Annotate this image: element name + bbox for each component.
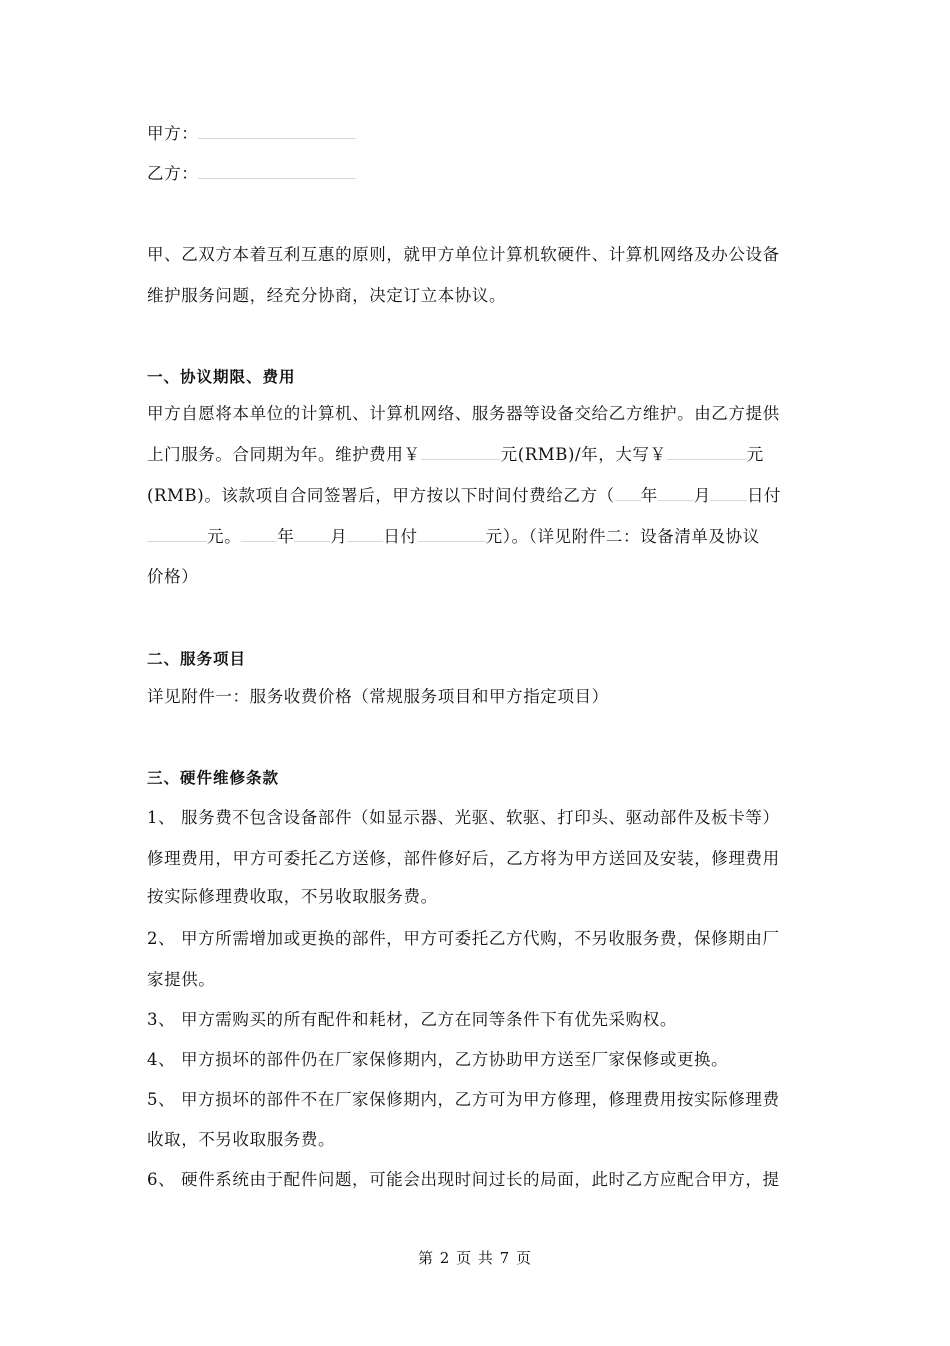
fee-label: 上门服务。合同期为年。维护费用￥ xyxy=(147,445,421,464)
section-3-item-5-line-2: 收取，不另收取服务费。 xyxy=(147,1130,336,1149)
fee-unit-label: 元(RMB)/年，大写￥ xyxy=(500,445,667,464)
section-3-item-4-line-1: 4、 甲方损坏的部件仍在厂家保修期内，乙方协助甲方送至厂家保修或更换。 xyxy=(147,1050,729,1069)
section-3-item-2-line-2: 家提供。 xyxy=(147,970,216,989)
intro-line-1: 甲、乙双方本着互利互惠的原则，就甲方单位计算机软硬件、计算机网络及办公设备 xyxy=(147,245,780,264)
section-3-item-3-line-1: 3、 甲方需购买的所有配件和耗材，乙方在同等条件下有优先采购权。 xyxy=(147,1010,677,1029)
section-3-item-1-line-3: 按实际修理费收取，不另收取服务费。 xyxy=(147,887,438,906)
section-1-heading: 一、协议期限、费用 xyxy=(147,368,296,386)
party-a-line xyxy=(147,122,356,146)
section-1-line-5: 价格） xyxy=(147,567,199,586)
pay1-day-label: 日付 xyxy=(746,486,782,505)
party-b-blank xyxy=(198,162,356,179)
section-3-item-1-line-2: 修理费用，甲方可委托乙方送修，部件修好后，乙方将为甲方送回及安装，修理费用 xyxy=(147,849,780,868)
party-a-label: 甲方： xyxy=(147,124,199,143)
pay1-year-blank xyxy=(615,484,641,501)
pay1-yuan-label: 元。 xyxy=(207,527,242,546)
pay2-day-label: 日付 xyxy=(383,527,418,546)
pay1-year-label: 年 xyxy=(640,486,658,505)
fee-capital-unit: 元 xyxy=(746,445,764,464)
pay1-amount-blank xyxy=(147,525,207,542)
pay2-amount-blank xyxy=(418,525,486,542)
section-3-item-2-line-1: 2、 甲方所需增加或更换的部件，甲方可委托乙方代购，不另收服务费，保修期由厂 xyxy=(147,929,780,948)
fee-capital-blank xyxy=(667,443,747,460)
pay2-year-label: 年 xyxy=(277,527,295,546)
pay2-year-blank xyxy=(241,525,277,542)
page-footer: 第 2 页 共 7 页 xyxy=(418,1249,532,1267)
section-3-item-6-line-1: 6、 硬件系统由于配件问题，可能会出现时间过长的局面，此时乙方应配合甲方，提 xyxy=(147,1170,780,1189)
section-2-line-1: 详见附件一：服务收费价格（常规服务项目和甲方指定项目） xyxy=(147,687,609,706)
section-1-line-2 xyxy=(147,443,764,467)
pay2-day-blank xyxy=(347,525,383,542)
section-3-item-5-line-1: 5、 甲方损坏的部件不在厂家保修期内，乙方可为甲方修理，修理费用按实际修理费 xyxy=(147,1090,780,1109)
section-1-line-3 xyxy=(147,484,781,508)
pay2-month-blank xyxy=(294,525,330,542)
pay2-month-label: 月 xyxy=(330,527,348,546)
pay2-yuan-label: 元）。（详见附件二：设备清单及协议 xyxy=(485,527,760,546)
section-3-heading: 三、硬件维修条款 xyxy=(147,769,280,787)
party-b-line xyxy=(147,162,356,186)
payment-schedule-label: (RMB)。该款项自合同签署后，甲方按以下时间付费给乙方（ xyxy=(147,486,615,505)
pay1-day-blank xyxy=(711,484,747,501)
section-3-item-1-line-1: 1、 服务费不包含设备部件（如显示器、光驱、软驱、打印头、驱动部件及板卡等） xyxy=(147,808,780,827)
party-b-label: 乙方： xyxy=(147,164,199,183)
party-a-blank xyxy=(198,122,356,139)
intro-line-2: 维护服务问题，经充分协商，决定订立本协议。 xyxy=(147,286,507,305)
fee-amount-blank xyxy=(421,443,501,460)
pay1-month-blank xyxy=(658,484,694,501)
section-1-line-4 xyxy=(147,525,760,549)
section-2-heading: 二、服务项目 xyxy=(147,650,247,668)
section-1-line-1: 甲方自愿将本单位的计算机、计算机网络、服务器等设备交给乙方维护。由乙方提供 xyxy=(147,404,780,423)
pay1-month-label: 月 xyxy=(693,486,711,505)
